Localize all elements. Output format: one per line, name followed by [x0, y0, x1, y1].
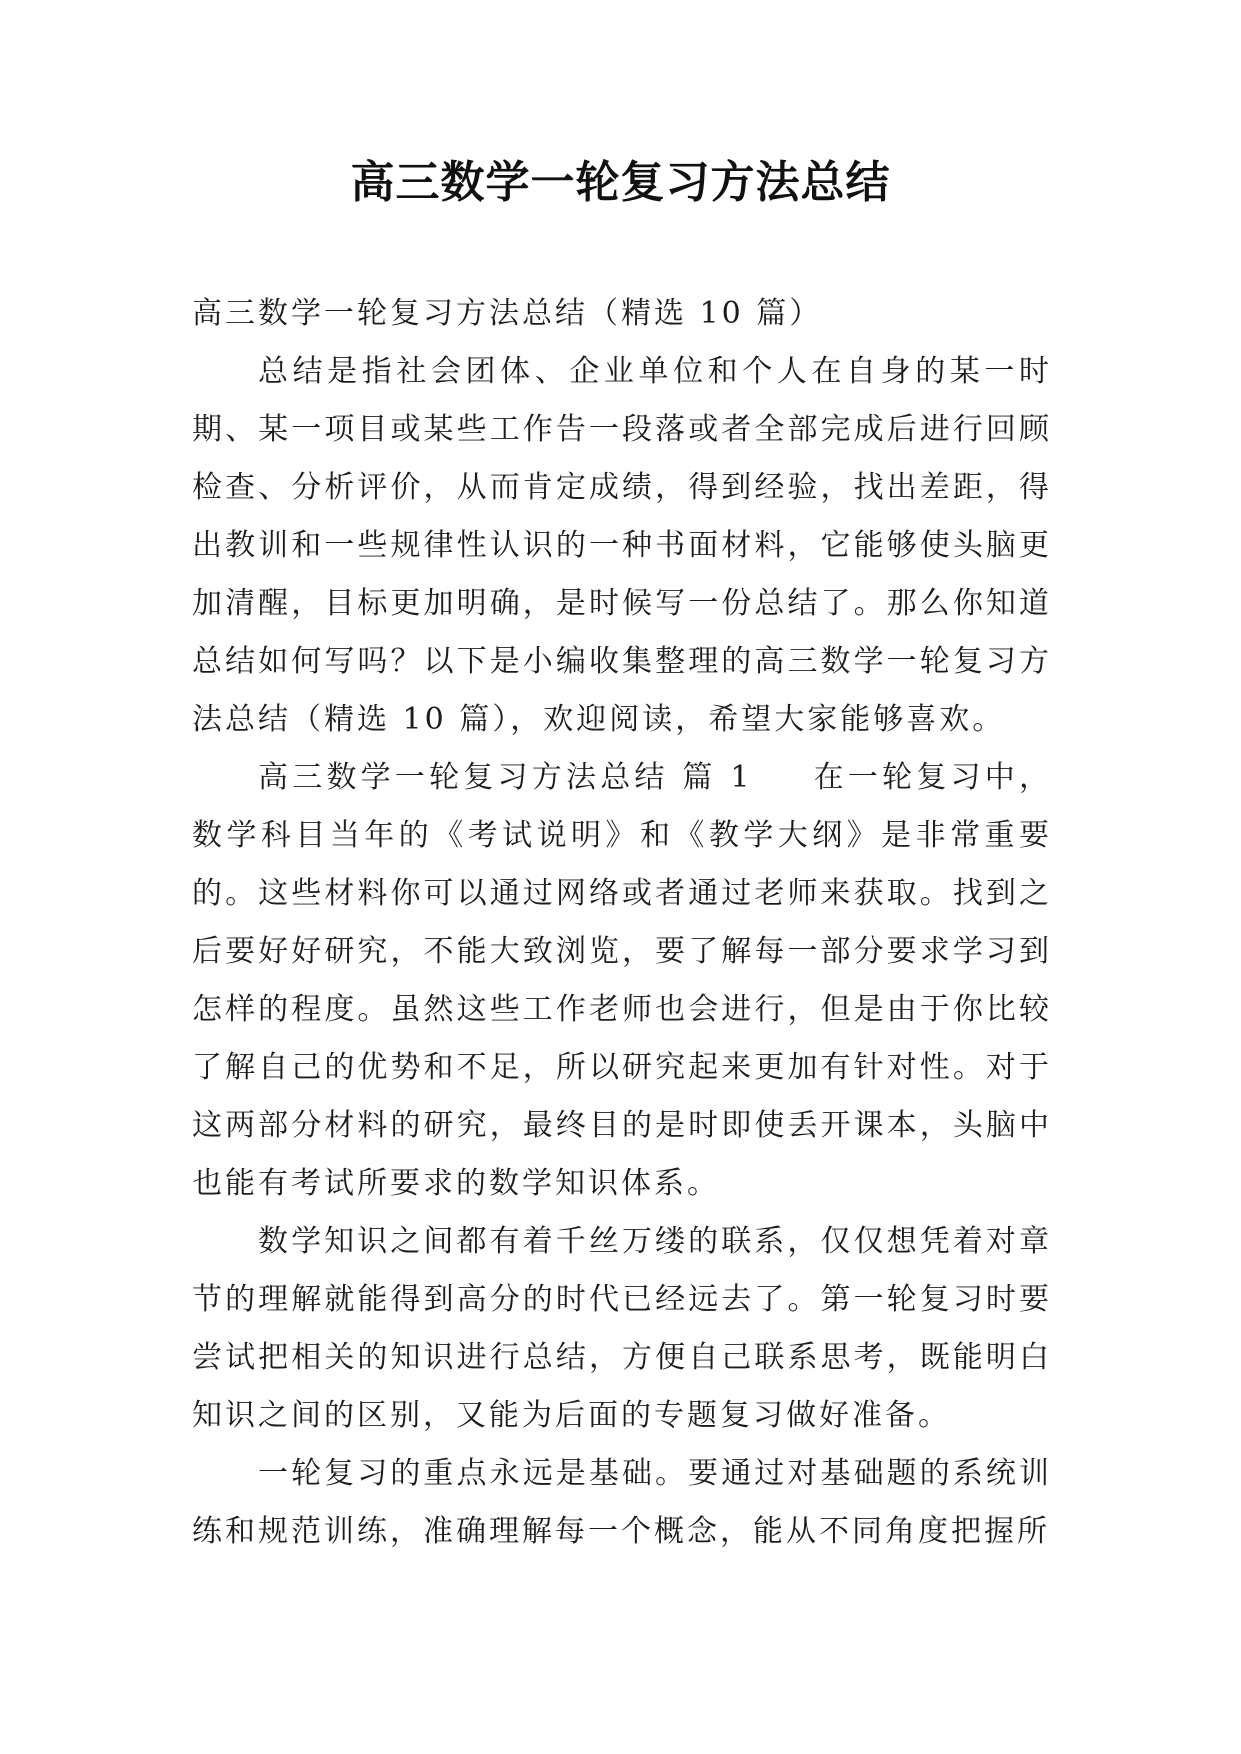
document-subtitle: 高三数学一轮复习方法总结（精选 10 篇）	[192, 296, 823, 331]
document-body	[192, 285, 1052, 1561]
section-1-paragraph-1-text: 在一轮复习中，数学科目当年的《考试说明》和《教学大纲》是非常重要的。这些材料你可以通过网络或者通过老师来获取。找到之后要好好研究，不能大致浏览，要了解每一部分要求学习到怎样的程度。虽然这些工作老师也会进行，但是由于你比较了解自己的优势和不足，所以研究起来更加有针对性。对于这两部分材料的研究，最终目的是时即使丢开课本，头脑中也能有考试所要求的数学知识体系。	[192, 760, 1052, 1201]
section-1-paragraph-1	[192, 749, 1052, 1213]
section-1-heading: 高三数学一轮复习方法总结 篇 1	[258, 760, 753, 795]
intro-paragraph: 总结是指社会团体、企业单位和个人在自身的某一时期、某一项目或某些工作告一段落或者全部完成后进行回顾检查、分析评价，从而肯定成绩，得到经验，找出差距，得出教训和一些规律性认识的一种书面材料，它能够使头脑更加清醒，目标更加明确，是时候写一份总结了。那么你知道总结如何写吗？以下是小编收集整理的高三数学一轮复习方法总结（精选 10 篇），欢迎阅读，希望大家能够喜欢。	[192, 354, 1052, 737]
section-1-paragraph-3: 一轮复习的重点永远是基础。要通过对基础题的系统训练和规范训练，准确理解每一个概念，能从不同角度把握所	[192, 1456, 1052, 1549]
document-title: 高三数学一轮复习方法总结	[350, 157, 891, 208]
section-1-paragraph-2: 数学知识之间都有着千丝万缕的联系，仅仅想凭着对章节的理解就能得到高分的时代已经远去了。第一轮复习时要尝试把相关的知识进行总结，方便自己联系思考，既能明白知识之间的区别，又能为后面的专题复习做好准备。	[192, 1224, 1052, 1433]
